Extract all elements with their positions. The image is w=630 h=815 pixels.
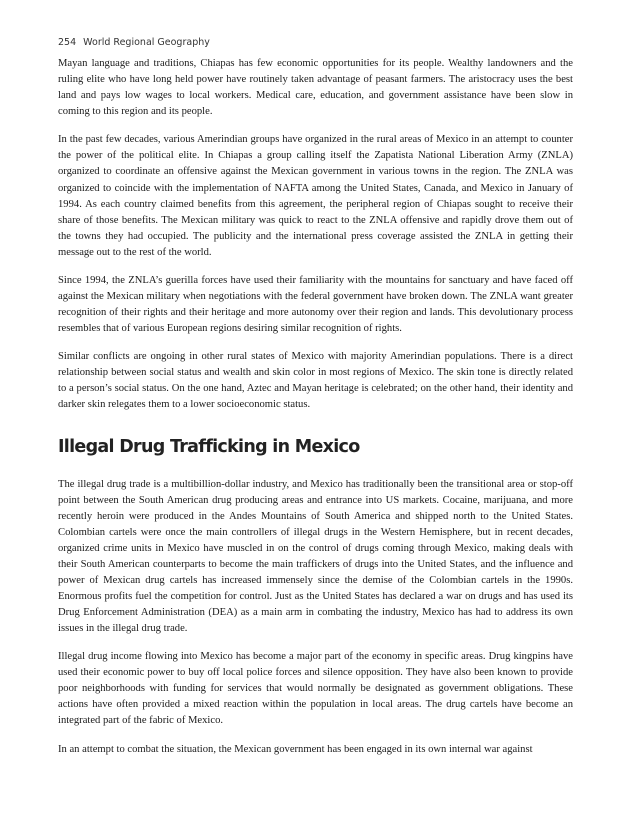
running-header: [58, 37, 210, 48]
body-paragraph: In an attempt to combat the situation, the Mexican government has been engaged in its own internal war against: [58, 743, 533, 755]
book-title: World Regional Geography: [83, 37, 210, 48]
body-paragraph: Illegal drug income flowing into Mexico has become a major part of the economy in specific areas. Drug kingpins have used their economic power to buy off local police forces and silence opposition. They have also been known to provide poor neighborhoods with funding for services that would normally be designated as government obligations. These actions have often provided a mixed reaction within the population in local areas. The drug cartels have become an integrated part of the fabric of Mexico.: [58, 651, 573, 727]
page-number: 254: [58, 37, 77, 48]
page-body: [58, 56, 573, 770]
body-paragraph: Similar conflicts are ongoing in other rural states of Mexico with majority Amerindian populations. There is a direct relationship between social status and wealth and skin color in most regions of Mexico. The skin tone is directly related to a person’s social status. On the one hand, Aztec and Mayan heritage is celebrated; on the other hand, their identity and darker skin relegates them to a lower socioeconomic status.: [58, 351, 573, 411]
body-paragraph: Mayan language and traditions, Chiapas has few economic opportunities for its people. Wealthy landowners and the ruling elite who have long held power have routinely taken advantage of peasant farmers. The aristocracy uses the best land and pays low wages to local workers. Medical care, education, and government assistance have been slow in coming to this region and its people.: [58, 58, 573, 118]
body-paragraph: The illegal drug trade is a multibillion-dollar industry, and Mexico has traditionally been the transitional area or stop-off point between the South American drug producing areas and entrance into US markets. Cocaine, marijuana, and more recently heroin were produced in the Andes Mountains of South America and shipped north to the United States. Colombian cartels were once the main controllers of illegal drugs in the Western Hemisphere, but in recent decades, organized crime units in Mexico have muscled in on the control of drugs coming through Mexico, making deals with their South American counterparts to become the main traffickers of drugs into the United States, and the influence and power of Mexican drug cartels has increased immensely since the demise of the Colombian cartels in the 1990s. Enormous profits fuel the competition for control. Just as the United States has declared a war on drugs and has used its Drug Enforcement Administration (DEA) as a main arm in combating the industry, Mexico has had to address its own issues in the illegal drug trade.: [58, 478, 573, 634]
section-heading: Illegal Drug Trafficking in Mexico: [58, 436, 360, 457]
body-paragraph: In the past few decades, various Amerindian groups have organized in the rural areas of Mexico in an attempt to counter the power of the political elite. In Chiapas a group calling itself the Zapatista National Liberation Army (ZNLA) organized to coordinate an offensive against the Mexican government in various towns in the region. The ZNLA was organized to coincide with the implementation of NAFTA among the United States, Canada, and Mexico in January of 1994. As each country claimed benefits from this agreement, the peripheral region of Chiapas sought to receive their share of those benefits. The Mexican military was quick to react to the ZNLA offensive and rapidly drove them out of the towns they had occupied. The publicity and the international press coverage assisted the ZNLA in getting their message out to the rest of the world.: [58, 134, 573, 258]
body-paragraph: Since 1994, the ZNLA’s guerilla forces have used their familiarity with the mountains for sanctuary and have faced off against the Mexican military when negotiations with the federal government have broken down. The ZNLA want greater recognition of their rights and their heritage and more autonomy over their region and lands. This devolutionary process resembles that of various European regions desiring similar recognition of rights.: [58, 274, 573, 335]
